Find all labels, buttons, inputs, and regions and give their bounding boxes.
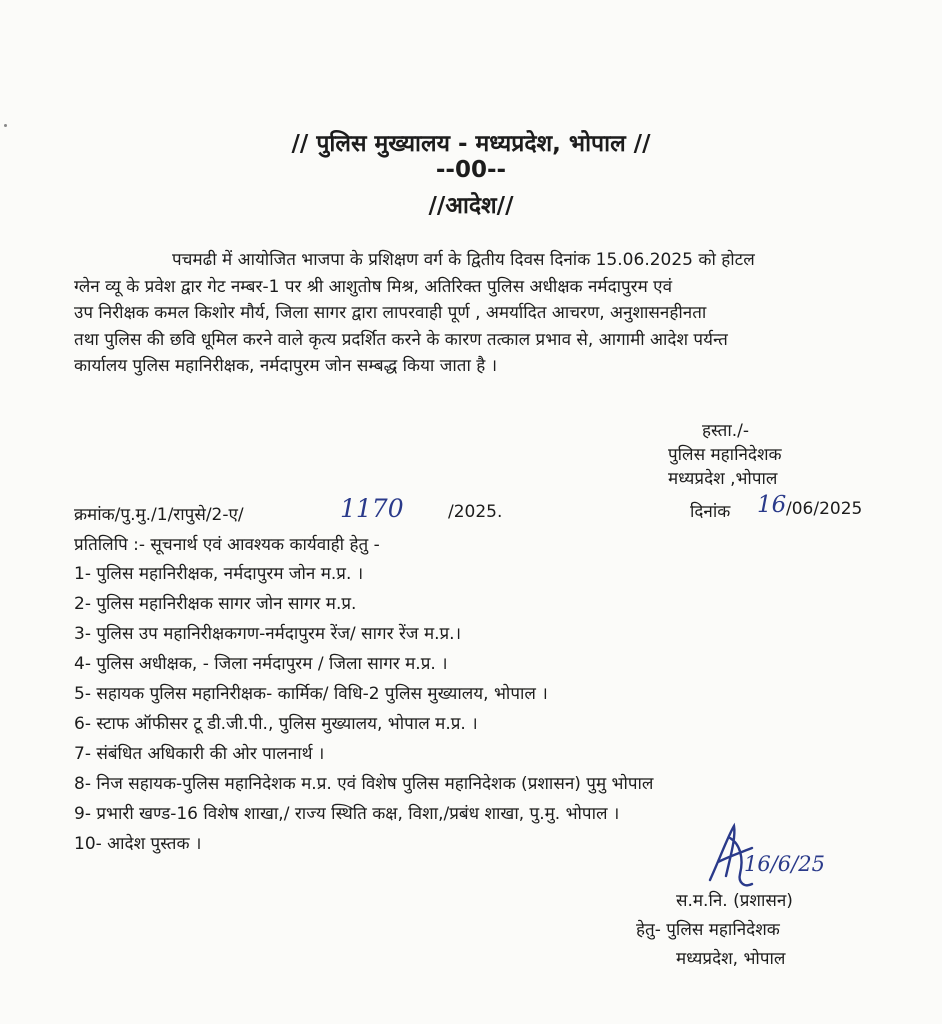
distribution-item: 2- पुलिस महानिरीक्षक सागर जोन सागर म.प्र. <box>74 594 357 614</box>
distribution-item: 1- पुलिस महानिरीक्षक, नर्मदापुरम जोन म.प्र. । <box>74 564 364 584</box>
reference-prefix: क्रमांक/पु.मु./1/रापुसे/2-ए/ <box>74 505 244 525</box>
header-order-label: //आदेश// <box>428 193 514 219</box>
distribution-item: 5- सहायक पुलिस महानिरीक्षक- कार्मिक/ विधि-2 पुलिस मुख्यालय, भोपाल । <box>74 684 548 704</box>
body-line: पचमढी में आयोजित भाजपा के प्रशिक्षण वर्ग के द्वितीय दिवस दिनांक 15.06.2025 को होटल <box>172 250 755 270</box>
distribution-item: 9- प्रभारी खण्ड-16 विशेष शाखा,/ राज्य स्थिति कक्ष, विशा,/प्रबंध शाखा, पु.मु. भोपाल । <box>74 804 620 824</box>
reference-year: /2025. <box>448 502 503 522</box>
distribution-item: 6- स्टाफ ऑफीसर टू डी.जी.पी., पुलिस मुख्यालय, भोपाल म.प्र. । <box>74 714 478 734</box>
signatory-on-behalf: हेतु- पुलिस महानिदेशक <box>636 920 780 940</box>
date-rest: /06/2025 <box>786 499 863 519</box>
body-line: कार्यालय पुलिस महानिरीक्षक, नर्मदापुरम जोन सम्बद्ध किया जाता है । <box>74 356 498 376</box>
signatory-place: मध्यप्रदेश ,भोपाल <box>668 469 778 489</box>
signatory-designation: स.म.नि. (प्रशासन) <box>676 891 793 911</box>
body-line: ग्लेन व्यू के प्रवेश द्वार गेट नम्बर-1 पर श्री आशुतोष मिश्र, अतिरिक्त पुलिस अधीक्षक नर्मदापुरम एवं <box>74 276 673 297</box>
header-separator: --00-- <box>435 157 507 183</box>
order-body <box>74 247 838 380</box>
distribution-item: 10- आदेश पुस्तक । <box>74 834 202 854</box>
reference-number-handwritten: 1170 <box>340 494 404 523</box>
signature-date-handwritten: 16/6/25 <box>744 852 825 876</box>
body-line: तथा पुलिस की छवि धूमिल करने वाले कृत्य प्रदर्शित करने के कारण तत्काल प्रभाव से, आगामी आदेश पर्यन्त <box>74 329 728 350</box>
signatory-title: पुलिस महानिदेशक <box>668 445 782 465</box>
body-line: उप निरीक्षक कमल किशोर मौर्य, जिला सागर द्वारा लापरवाही पूर्ण , अमर्यादित आचरण, अनुशासनहीनता <box>74 303 707 323</box>
copy-heading: प्रतिलिपि :- सूचनार्थ एवं आवश्यक कार्यवाही हेतु - <box>74 535 380 555</box>
distribution-item: 3- पुलिस उप महानिरीक्षकगण-नर्मदापुरम रेंज/ सागर रेंज म.प्र.। <box>74 624 462 644</box>
header-title: // पुलिस मुख्यालय - मध्यप्रदेश, भोपाल // <box>291 131 651 157</box>
signed-mark: हस्ता./- <box>702 421 749 441</box>
signatory-place: मध्यप्रदेश, भोपाल <box>676 949 786 969</box>
distribution-item: 4- पुलिस अधीक्षक, - जिला नर्मदापुरम / जिला सागर म.प्र. । <box>74 654 448 674</box>
date-day-handwritten: 16 <box>757 492 787 518</box>
distribution-item: 8- निज सहायक-पुलिस महानिदेशक म.प्र. एवं विशेष पुलिस महानिदेशक (प्रशासन) पुमु भोपाल <box>74 774 654 794</box>
distribution-item: 7- संबंधित अधिकारी की ओर पालनार्थ । <box>74 744 325 764</box>
date-label: दिनांक <box>690 502 731 522</box>
